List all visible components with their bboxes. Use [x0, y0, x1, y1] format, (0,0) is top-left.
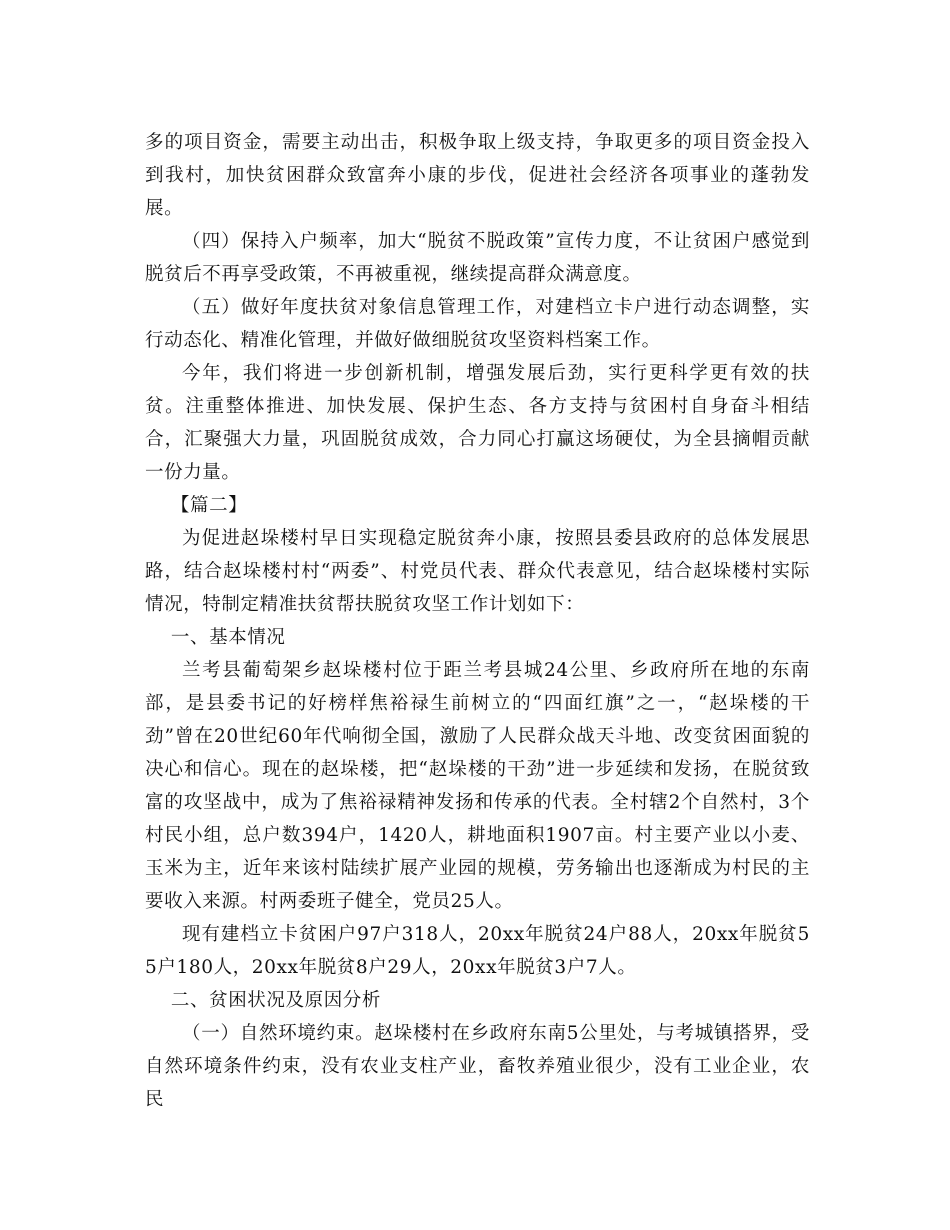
paragraph-item-five: （五）做好年度扶贫对象信息管理工作，对建档立卡户进行动态调整，实行动态化、精准化管理，并做好做细脱贫攻坚资料档案工作。 [145, 297, 810, 351]
paragraph-item-four: （四）保持入户频率，加大“脱贫不脱政策”宣传力度，不让贫困户感觉到脱贫后不再享受政策，不再被重视，继续提高群众满意度。 [145, 231, 810, 285]
paragraph-natural-constraints: （一）自然环境约束。赵垛楼村在乡政府东南5公里处，与考城镇搭界，受自然环境条件约束，没有农业支柱产业，畜牧养殖业很少，没有工业企业，农民 [145, 1023, 810, 1110]
paragraph-project-funds: 多的项目资金，需要主动出击，积极争取上级支持，争取更多的项目资金投入到我村，加快贫困群众致富奔小康的步伐，促进社会经济各项事业的蓬勃发展。 [145, 132, 810, 219]
section-heading-part-two: 【篇二】 [170, 495, 248, 516]
paragraph-this-year: 今年，我们将进一步创新机制，增强发展后劲，实行更科学更有效的扶贫。注重整体推进、加快发展、保护生态、各方支持与贫困村自身奋斗相结合，汇聚强大力量，巩固脱贫成效，合力同心打赢这场硬仗，为全县摘帽贡献一份力量。 [145, 363, 810, 483]
paragraph-poverty-stats: 现有建档立卡贫困户97户318人，20xx年脱贫24户88人，20xx年脱贫55户180人，20xx年脱贫8户29人，20xx年脱贫3户7人。 [145, 924, 810, 978]
document-body [145, 126, 810, 1116]
paragraph-village-description: 兰考县葡萄架乡赵垛楼村位于距兰考县城24公里、乡政府所在地的东南部，是县委书记的好榜样焦裕禄生前树立的“四面红旗”之一，“赵垛楼的干劲”曾在20世纪60年代响彻全国，激励了人民群众战天斗地、改变贫困面貌的决心和信心。现在的赵垛楼，把“赵垛楼的干劲”进一步延续和发扬，在脱贫致富的攻坚战中，成为了焦裕禄精神发扬和传承的代表。全村辖2个自然村，3个村民小组，总户数394户，1420人，耕地面积1907亩。村主要产业以小麦、玉米为主，近年来该村陆续扩展产业园的规模，劳务输出也逐渐成为村民的主要收入来源。村两委班子健全，党员25人。 [145, 660, 810, 912]
paragraph-intro-plan: 为促进赵垛楼村早日实现稳定脱贫奔小康，按照县委县政府的总体发展思路，结合赵垛楼村村“两委”、村党员代表、群众代表意见，结合赵垛楼村实际情况，特制定精准扶贫帮扶脱贫攻坚工作计划如下： [145, 528, 810, 615]
section-heading-basic-info: 一、基本情况 [170, 627, 286, 648]
section-heading-poverty-analysis: 二、贫困状况及原因分析 [170, 990, 381, 1011]
